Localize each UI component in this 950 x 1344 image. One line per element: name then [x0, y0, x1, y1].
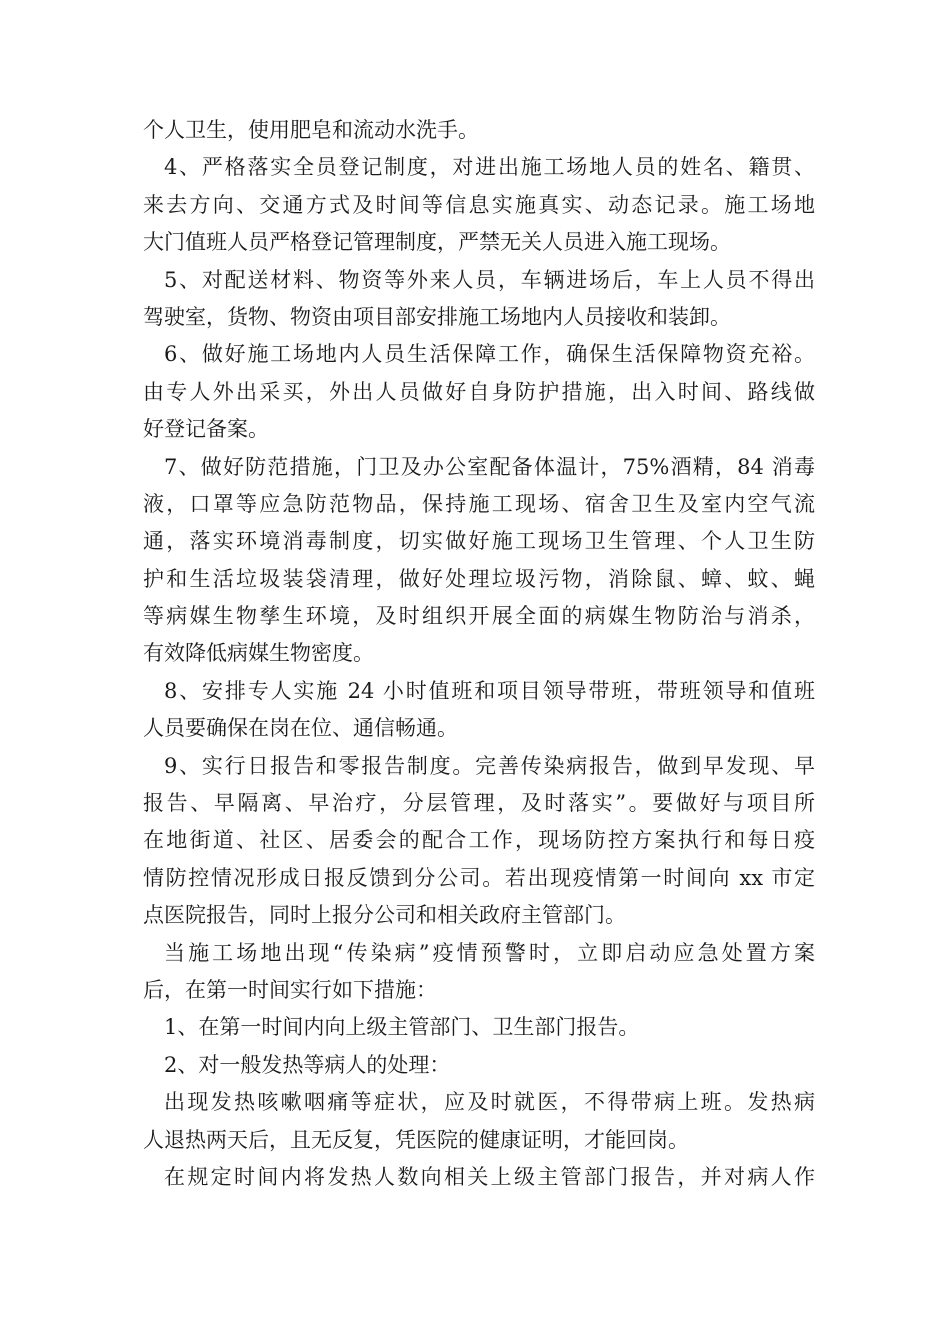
text-line: 报告、早隔离、早治疗，分层管理，及时落实”。要做好与项目所 [143, 791, 815, 816]
text-line: 1、在第一时间内向上级主管部门、卫生部门报告。 [164, 1015, 640, 1040]
text-line: 2、对一般发热等病人的处理： [164, 1052, 451, 1077]
text-line: 7、做好防范措施，门卫及办公室配备体温计，75%酒精，84 消毒 [164, 454, 815, 479]
text-line: 后，在第一时间实行如下措施： [143, 977, 437, 1002]
document-page [143, 112, 815, 1196]
text-line: 出现发热咳嗽咽痛等症状，应及时就医，不得带病上班。发热病 [164, 1090, 815, 1115]
text-line: 9、实行日报告和零报告制度。完善传染病报告，做到早发现、早 [164, 753, 815, 778]
text-line: 等病媒生物孳生环境，及时组织开展全面的病媒生物防治与消杀， [143, 604, 815, 629]
text-line: 由专人外出采买，外出人员做好自身防护措施，出入时间、路线做 [143, 379, 815, 404]
text-line: 通，落实环境消毒制度，切实做好施工现场卫生管理、个人卫生防 [143, 529, 815, 554]
text-line: 在地街道、社区、居委会的配合工作，现场防控方案执行和每日疫 [143, 828, 815, 853]
text-line: 有效降低病媒生物密度。 [143, 641, 374, 666]
text-line: 5、对配送材料、物资等外来人员，车辆进场后，车上人员不得出 [164, 267, 815, 292]
text-line: 驾驶室，货物、物资由项目部安排施工场地内人员接收和装卸。 [143, 304, 731, 329]
text-line: 个人卫生，使用肥皂和流动水洗手。 [143, 118, 479, 142]
text-line: 在规定时间内将发热人数向相关上级主管部门报告，并对病人作 [164, 1164, 815, 1189]
text-line: 来去方向、交通方式及时间等信息实施真实、动态记录。施工场地 [143, 192, 815, 217]
text-line: 液，口罩等应急防范物品，保持施工现场、宿舍卫生及室内空气流 [143, 491, 815, 516]
text-line: 6、做好施工场地内人员生活保障工作，确保生活保障物资充裕。 [164, 342, 815, 367]
text-line: 护和生活垃圾装袋清理，做好处理垃圾污物，消除鼠、蟑、蚊、蝇 [143, 566, 815, 591]
text-line: 好登记备案。 [143, 417, 269, 442]
text-line: 4、严格落实全员登记制度，对进出施工场地人员的姓名、籍贯、 [164, 155, 815, 180]
text-line: 8、安排专人实施 24 小时值班和项目领导带班，带班领导和值班 [164, 678, 815, 703]
text-line: 点医院报告，同时上报分公司和相关政府主管部门。 [143, 903, 626, 928]
text-line: 人员要确保在岗在位、通信畅通。 [143, 716, 458, 741]
text-line: 人退热两天后，且无反复，凭医院的健康证明，才能回岗。 [143, 1127, 689, 1152]
text-line: 当施工场地出现“传染病”疫情预警时，立即启动应急处置方案 [164, 940, 815, 965]
text-line: 情防控情况形成日报反馈到分公司。若出现疫情第一时间向 xx 市定 [143, 865, 815, 890]
text-line: 大门值班人员严格登记管理制度，严禁无关人员进入施工现场。 [143, 230, 731, 255]
